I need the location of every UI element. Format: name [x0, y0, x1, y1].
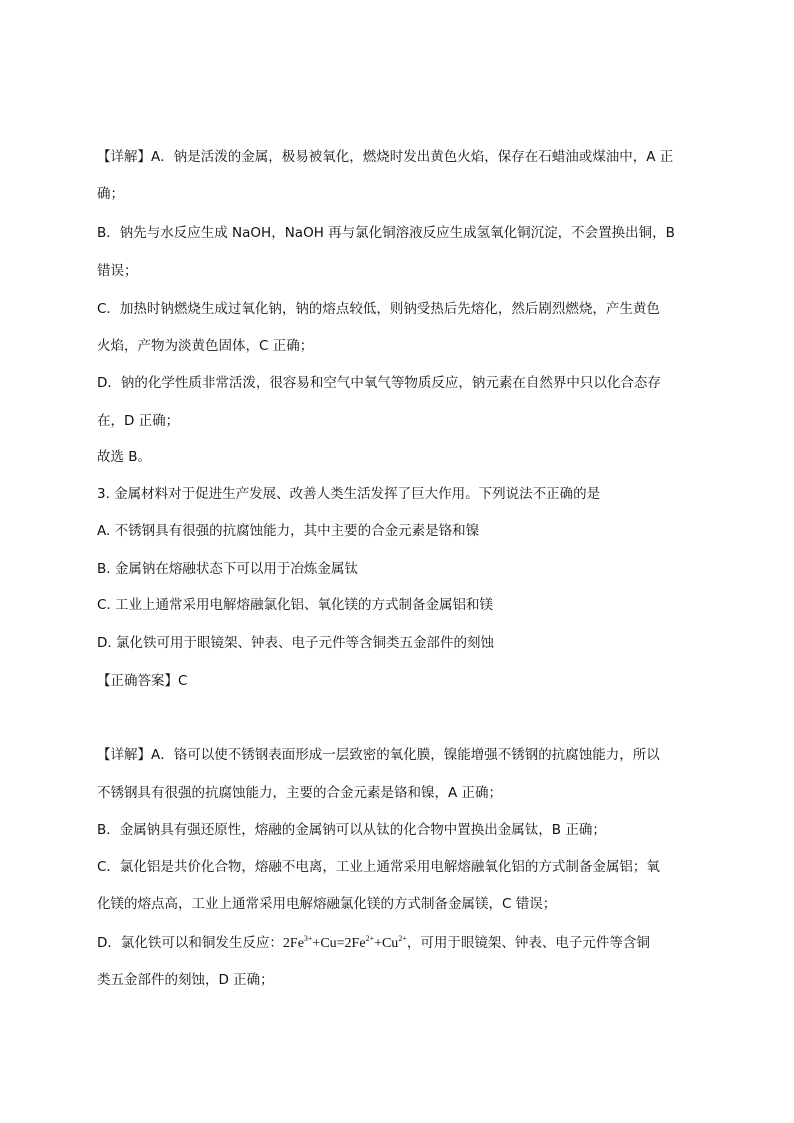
explanation-line: 确；	[97, 186, 124, 202]
explanation-line: 化镁的熔点高，工业上通常采用电解熔融氯化镁的方式制备金属镁，C 错误；	[97, 896, 557, 912]
option-a: A. 不锈钢具有很强的抗腐蚀能力，其中主要的合金元素是铬和镍	[97, 523, 480, 539]
option-c: C. 工业上通常采用电解熔融氯化铝、氧化镁的方式制备金属铝和镁	[97, 597, 494, 613]
explanation-line: 【详解】A．钠是活泼的金属，极易被氧化，燃烧时发出黄色火焰，保存在石蜡油或煤油中，A 正	[97, 149, 674, 165]
explanation-line: 【详解】A．铬可以使不锈钢表面形成一层致密的氧化膜，镍能增强不锈钢的抗腐蚀能力，所以	[97, 747, 660, 763]
explanation-line: 在，D 正确；	[97, 413, 180, 429]
explanation-line: 不锈钢具有很强的抗腐蚀能力，主要的合金元素是铬和镍，A 正确；	[97, 785, 503, 801]
explanation-line: 错误；	[97, 263, 138, 279]
explanation-line: B．金属钠具有强还原性，熔融的金属钠可以从钛的化合物中置换出金属钛，B 正确；	[97, 822, 606, 838]
equation-prefix: D．氯化铁可以和铜发生反应：	[97, 935, 283, 951]
explanation-line: B．钠先与水反应生成 NaOH，NaOH 再与氯化铜溶液反应生成氢氧化铜沉淀，不会置换出铜，B	[97, 225, 675, 241]
explanation-line-equation	[97, 934, 650, 953]
chemical-equation: $2Fe^{3+}+Cu=2Fe^{2+}+Cu^{2+}$	[282, 934, 407, 951]
correct-answer: 【正确答案】C	[97, 673, 188, 689]
conclusion-line: 故选 B。	[97, 449, 152, 465]
equation-suffix: ，可用于眼镜架、钟表、电子元件等含铜	[406, 935, 650, 951]
explanation-line: C．加热时钠燃烧生成过氧化钠，钠的熔点较低，则钠受热后先熔化，然后剧烈燃烧，产生黄色	[97, 301, 660, 317]
explanation-line: D．钠的化学性质非常活泼，很容易和空气中氧气等物质反应，钠元素在自然界中只以化合态存	[97, 375, 661, 391]
explanation-line: C．氯化铝是共价化合物，熔融不电离，工业上通常采用电解熔融氧化铝的方式制备金属铝；氧	[97, 859, 660, 875]
explanation-line: 类五金部件的刻蚀，D 正确；	[97, 972, 274, 988]
explanation-line: 火焰，产物为淡黄色固体，C 正确；	[97, 338, 314, 354]
question-stem: 3. 金属材料对于促进生产发展、改善人类生活发挥了巨大作用。下列说法不正确的是	[97, 486, 601, 502]
option-b: B. 金属钠在熔融状态下可以用于冶炼金属钛	[97, 561, 358, 577]
option-d: D. 氯化铁可用于眼镜架、钟表、电子元件等含铜类五金部件的刻蚀	[97, 635, 494, 651]
